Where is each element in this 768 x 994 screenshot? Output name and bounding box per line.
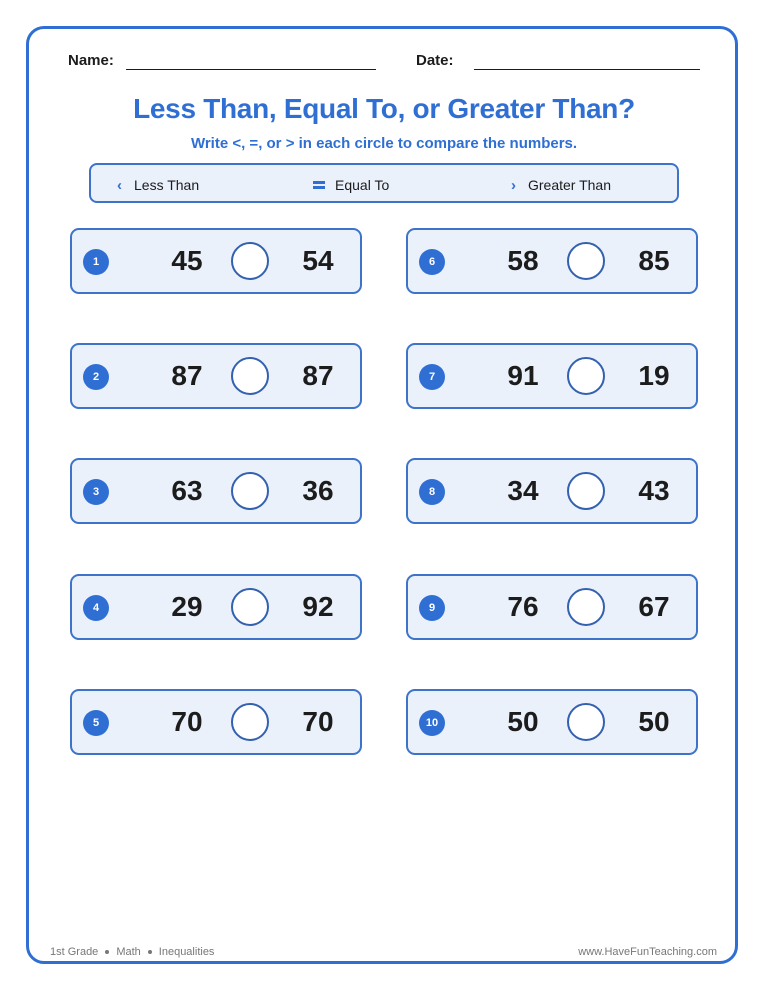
symbol-legend (89, 163, 679, 203)
problem-box (70, 343, 362, 409)
left-number: 50 (507, 706, 539, 737)
answer-circle[interactable] (231, 472, 269, 510)
answer-circle[interactable] (231, 242, 269, 280)
problem-number-badge: 8 (419, 479, 445, 505)
legend-less-than (117, 176, 199, 194)
right-number: 19 (638, 360, 670, 391)
right-number: 54 (302, 245, 334, 276)
problem-number-badge: 10 (419, 710, 445, 736)
legend-less-label: Less Than (134, 177, 200, 193)
footer-breadcrumb (50, 946, 214, 958)
name-label: Name: (68, 52, 114, 69)
problem-box (70, 458, 362, 524)
problem-box (70, 574, 362, 640)
right-number: 70 (302, 706, 334, 737)
problem-number-badge: 5 (83, 710, 109, 736)
header-fields (68, 52, 702, 76)
problem-box (406, 574, 698, 640)
right-number: 36 (302, 475, 334, 506)
left-number: 76 (507, 591, 539, 622)
name-line[interactable] (126, 69, 376, 70)
problem-number-badge: 4 (83, 595, 109, 621)
problem-number-badge: 7 (419, 364, 445, 390)
right-number: 67 (638, 591, 670, 622)
problem-box (406, 228, 698, 294)
right-number: 85 (638, 245, 670, 276)
left-number: 91 (507, 360, 539, 391)
footer-website-link[interactable]: www.HaveFunTeaching.com (578, 946, 717, 958)
left-number: 34 (507, 475, 539, 506)
problem-number-badge: 9 (419, 595, 445, 621)
right-number: 50 (638, 706, 670, 737)
less-than-icon: ‹ (117, 176, 122, 194)
answer-circle[interactable] (567, 242, 605, 280)
problem-number-badge: 3 (83, 479, 109, 505)
equals-icon (313, 179, 325, 191)
right-number: 43 (638, 475, 670, 506)
answer-circle[interactable] (567, 357, 605, 395)
right-number: 92 (302, 591, 334, 622)
problem-number-badge: 2 (83, 364, 109, 390)
legend-greater-than (511, 176, 611, 194)
instructions: Write <, =, or > in each circle to compare the numbers. (190, 135, 578, 152)
problem-number-badge: 6 (419, 249, 445, 275)
right-number: 87 (302, 360, 334, 391)
problem-box (70, 228, 362, 294)
separator-dot (148, 950, 152, 954)
left-number: 45 (171, 245, 203, 276)
legend-equal-to (313, 176, 389, 194)
answer-circle[interactable] (231, 703, 269, 741)
left-number: 63 (171, 475, 203, 506)
left-number: 29 (171, 591, 203, 622)
answer-circle[interactable] (567, 588, 605, 626)
footer-topic: Inequalities (158, 946, 215, 958)
left-number: 70 (171, 706, 203, 737)
left-number: 58 (507, 245, 539, 276)
problem-box (406, 458, 698, 524)
answer-circle[interactable] (231, 357, 269, 395)
legend-equal-label: Equal To (335, 177, 390, 193)
greater-than-icon: › (511, 176, 516, 194)
problem-box (406, 343, 698, 409)
separator-dot (105, 950, 109, 954)
answer-circle[interactable] (567, 703, 605, 741)
answer-circle[interactable] (231, 588, 269, 626)
footer-grade: 1st Grade (50, 946, 99, 958)
answer-circle[interactable] (567, 472, 605, 510)
problem-box (70, 689, 362, 755)
date-line[interactable] (474, 69, 700, 70)
problem-box (406, 689, 698, 755)
problem-number-badge: 1 (83, 249, 109, 275)
footer-subject: Math (116, 946, 141, 958)
legend-greater-label: Greater Than (528, 177, 612, 193)
page-title: Less Than, Equal To, or Greater Than? (133, 93, 635, 124)
left-number: 87 (171, 360, 203, 391)
date-label: Date: (416, 52, 454, 69)
